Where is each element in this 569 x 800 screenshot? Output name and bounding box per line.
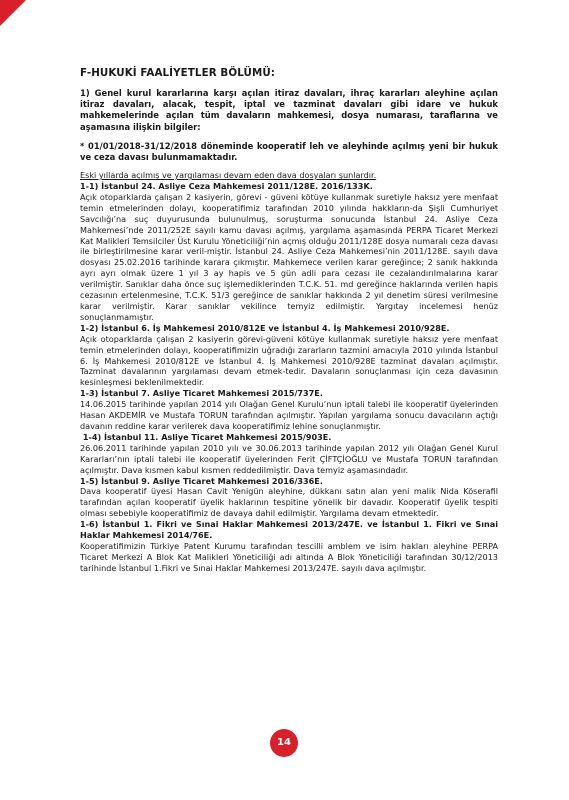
case-title: 1-5) İstanbul 9. Asliye Ticaret Mahkemesi 2016/336E. <box>80 475 323 486</box>
case-1-2 <box>80 323 498 388</box>
case-title: 1-1) İstanbul 24. Asliye Ceza Mahkemesi 2011/128E. 2016/133K. <box>80 181 373 192</box>
case-1-5 <box>80 476 498 520</box>
corner-accent-triangle <box>0 0 26 26</box>
intro-line: Eski yıllarda açılmış ve yargılaması devam eden dava dosyaları şunlardır. <box>80 170 377 181</box>
case-title: 1-2) İstanbul 6. İş Mahkemesi 2010/812E ve İstanbul 4. İş Mahkemesi 2010/928E. <box>80 322 450 333</box>
case-body: Açık otoparklarda çalışan 2 kasiyerin, görevi - güveni kötüye kullanmak suretiyle haksız yere menfaat temin etmelerinden dolayı, kooperatifimiz tarafından 2010 yılında hakkların-da Şişli Cumhuriyet Savcılığı’na suç duyurusunda bulunulmuş, soruşturma sonucunda İstanbul 24. Asliye Ceza Mahkemesi’nde 2011/252E sayılı kamu davası açılmış, yargılama aşamasında PERPA Ticaret Merkezi Kat Malikleri Temsilciler Üst Kurulu Yöneticiliği’nin açmış olduğu 2011/128E dosya numaralı ceza davası ile birleştirilmesine karar veril-miştir. İstanbul 24. Asliye Ceza Mahkemesi’nin 2011/128E. sayılı dava dosyası 25.02.2016 tarihinde karara çıkmıştır. Mahkemece verilen karar gereğince; 2 sanık hakkında ayrı ayrı olmak üzere 1 yıl 3 ay hapis ve 5 gün adli para cezası ile cezalandırılmalarına karar verilmiştir. Sanıklar daha önce suç işlemediklerinden T.C.K. 51. md gereğince haklarında verilen hapis cezasının ertelenmesine, T.C.K. 51/3 gereğince de sanıklar hakkında 2 yıl denetim süresi verilmesine karar verilmiştir. Karar sanıklar vekilince temyiz edilmiştir. Yargıtay incelemesi henüz sonuçlanmamıştır. <box>80 191 498 322</box>
case-title: 1-3) İstanbul 7. Asliye Ticaret Mahkemesi 2015/737E. <box>80 388 323 399</box>
case-1-1 <box>80 181 498 323</box>
case-body: Kooperatifimizin Türkiye Patent Kurumu tarafından tescilli amblem ve isim hakları aleyhine PERPA Ticaret Merkezi A Blok Kat Malikleri Yöneticiliği adı altında A Blok Yöneticiliği tarafından 30/12/2013 tarihinde İstanbul 1.Fikri ve Sınai Haklar Mahkemesi 2013/247E. sayılı dava açılmıştır. <box>80 540 498 573</box>
page-number-badge: 14 <box>270 729 298 757</box>
document-body <box>80 68 498 574</box>
case-body: 26.06.2011 tarihinde yapılan 2010 yılı ve 30.06.2013 tarihinde yapılan 2012 yılı Olağan Genel Kurul Kararları’nın iptali talebi ile kooperatif üyelerinden Ferit ÇİFTÇİOĞLU ve Mustafa TORUN tarafından açılmıştır. Dava kısmen kabul kısmen reddedilmiştir. Dava temyiz aşamasındadır. <box>80 442 498 475</box>
note-paragraph: * 01/01/2018-31/12/2018 döneminde kooperatif leh ve aleyhinde açılmış yeni bir hukuk ve ceza davası bulunmamaktadır. <box>80 140 498 162</box>
case-body: Açık otoparklarda çalışan 2 kasiyerin görevi-güveni kötüye kullanmak suretiyle haksız yere menfaat temin etmelerinden dolayı, kooperatifimizin uğradığı zararların tazmini amacıyla 2010 yılında İstanbul 6. İş Mahkemesi 2010/812E ve İstanbul 4. İş Mahkemesi 2010/928E tazminat davaları açılmıştır. Tazminat davalarının yargılaması devam etmek-tedir. Davaların sonuçlanması için ceza davasının kesinleşmesi beklenilmektedir. <box>80 333 498 388</box>
case-title: 1-6) İstanbul 1. Fikri ve Sınai Haklar Mahkemesi 2013/247E. ve İstanbul 1. Fikri ve Sınai Haklar Mahkemesi 2014/76E. <box>80 519 498 541</box>
lead-paragraph: 1) Genel kurul kararlarına karşı açılan itiraz davaları, ihraç kararları aleyhine açılan itiraz davaları, alacak, tespit, iptal ve tazminat davaları gibi idare ve hukuk mahkemelerinde açılan tüm davaların mahkemesi, dosya numarası, taraflarına ve aşamasına ilişkin bilgiler: <box>80 87 498 132</box>
case-body: Dava kooperatif üyesi Hasan Cavit Yenigün aleyhine, dükkanı satın alan yeni malik Nida Köserafil tarafından açılan kooperatif üyelik haklarının tespitine yönelik bir davadır. Kooperatif üyelik tespiti olması sebebiyle kooperatifimiz de davaya dahil edilmiştir. Yargılama devam etmektedir. <box>80 486 498 519</box>
case-1-6 <box>80 519 498 574</box>
case-1-4 <box>80 432 498 476</box>
case-title: 1-4) İstanbul 11. Asliye Ticaret Mahkemesi 2015/903E. <box>80 431 332 442</box>
case-body: 14.06.2015 tarihinde yapılan 2014 yılı Olağan Genel Kurulu’nun iptali talebi ile kooperatif üyelerinden Hasan AKDEMİR ve Mustafa TORUN tarafından açılmıştır. Yapılan yargılama sonucu davacıların açtığı davanın reddine karar verilerek dava kooperatifimiz lehine sonuçlanmıştır. <box>80 399 498 431</box>
case-1-3 <box>80 388 498 432</box>
section-title: F-HUKUKİ FAALİYETLER BÖLÜMÜ: <box>80 67 276 79</box>
